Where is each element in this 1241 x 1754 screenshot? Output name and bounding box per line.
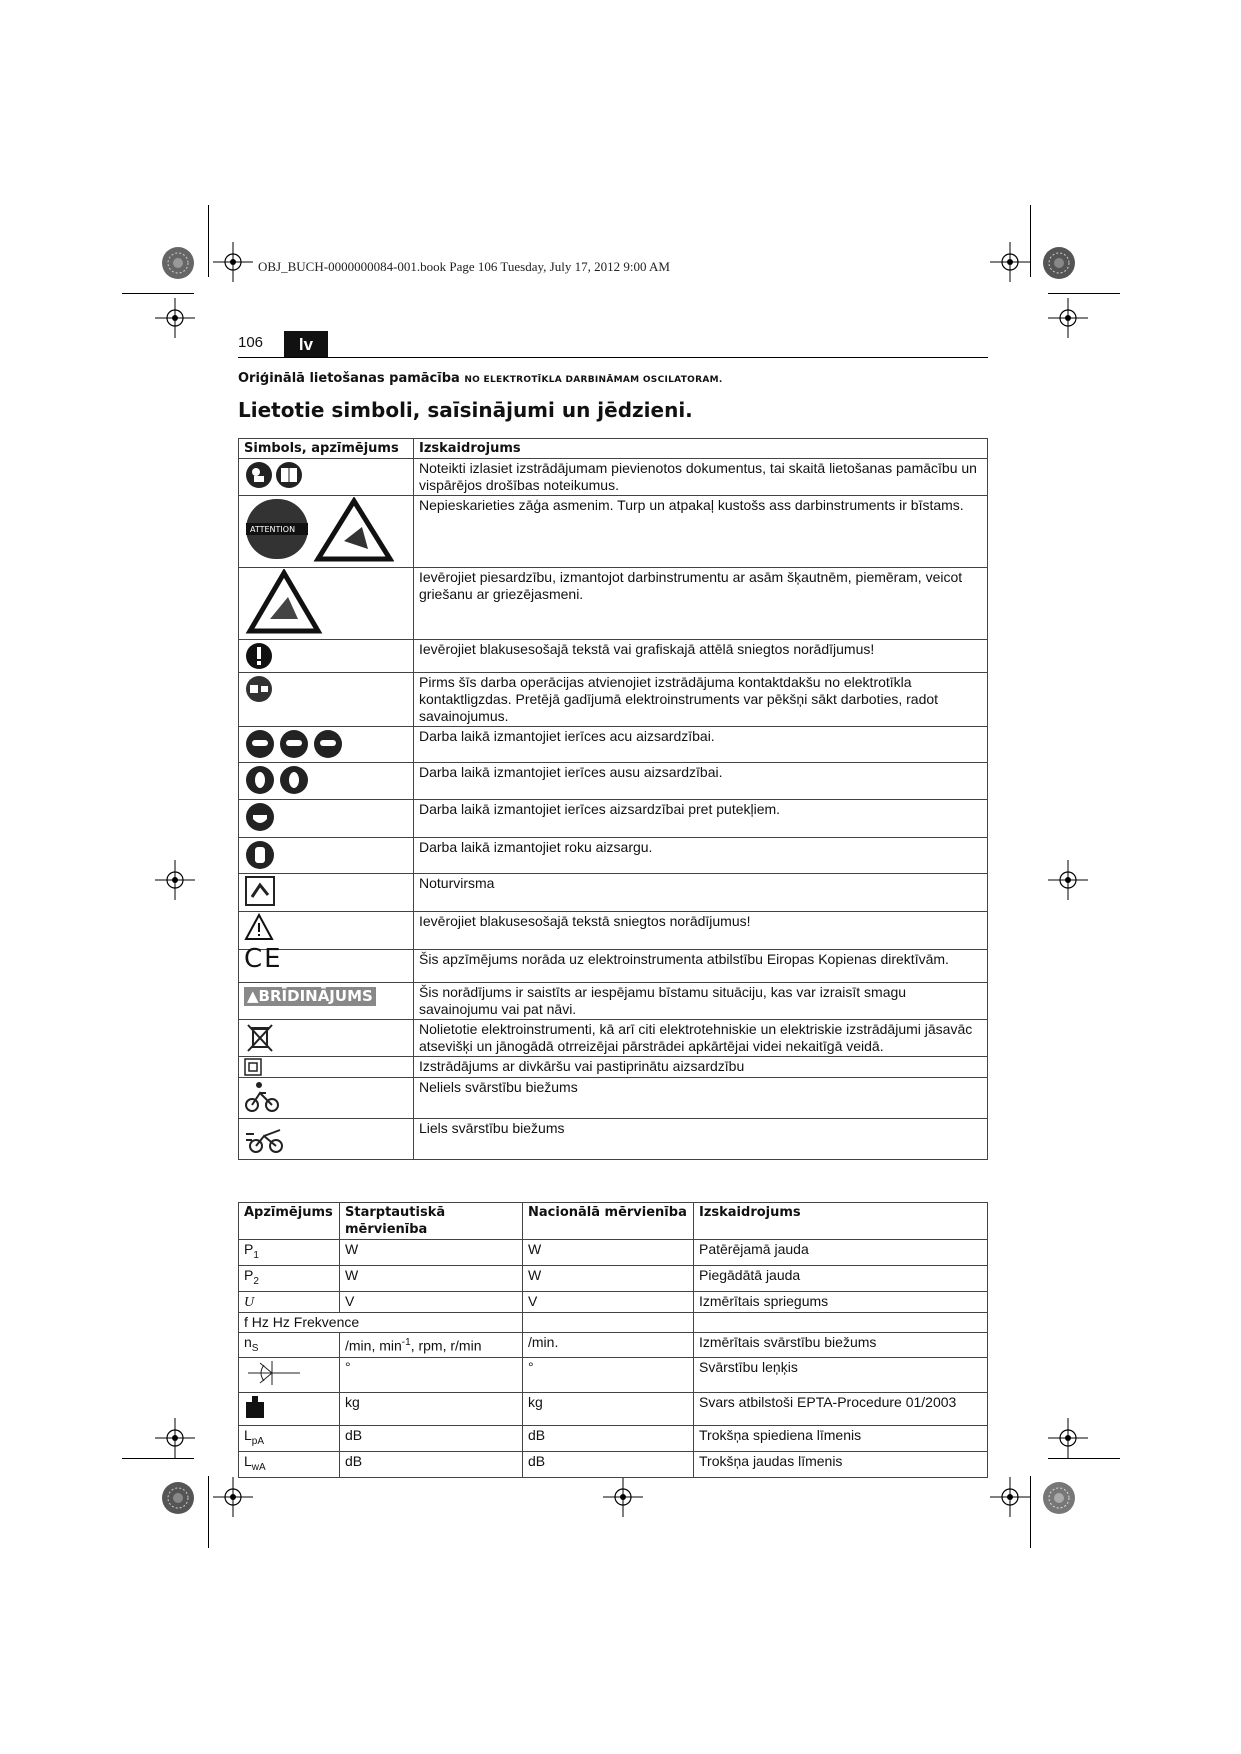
abbr-explanation: Svars atbilstoši EPTA-Procedure 01/2003 [694, 1393, 988, 1426]
warning-badge: ▲BRĪDINĀJUMS [244, 987, 376, 1006]
registration-mark-icon [155, 1418, 195, 1458]
page-number: 106 [238, 334, 264, 351]
header-intl-unit: Starptautiskā mērvienība [340, 1203, 523, 1240]
warning-triangle-icon [244, 913, 274, 941]
abbr-explanation: Trokšņa spiediena līmenis [694, 1426, 988, 1452]
abbr-subscript: S [251, 1342, 259, 1354]
header-symbol: Simbols, apzīmējums [239, 439, 414, 459]
registration-mark-icon [1048, 860, 1088, 900]
crop-line [208, 1476, 209, 1548]
abbr-symbol: n [244, 1333, 252, 1350]
intl-unit: W [340, 1240, 523, 1266]
national-unit: V [523, 1291, 694, 1312]
color-rosette-icon [1042, 246, 1076, 280]
table-row [239, 1119, 988, 1160]
abbr-symbol: U [244, 1294, 255, 1310]
registration-mark-icon [155, 298, 195, 338]
registration-mark-icon [603, 1477, 643, 1517]
eye-protection-icon [244, 728, 344, 760]
header-national-unit: Nacionālā mērvienība [523, 1203, 694, 1240]
header-abbreviation: Apzīmējums [239, 1203, 340, 1240]
explanation-cell: Noturvirsma [414, 874, 988, 912]
svg-text:ATTENTION: ATTENTION [250, 525, 296, 534]
crop-line [122, 293, 194, 294]
weight-icon [244, 1394, 266, 1420]
explanation-cell: Pirms šīs darba operācijas atvienojiet izstrādājuma kontaktdakšu no elektrotīkla kontaktligzdas. Pretējā gadījumā elektroinstruments var pēkšņi sākt darboties, radot savainojumus. [414, 673, 988, 727]
table-row [239, 874, 988, 912]
registration-mark-icon [1048, 298, 1088, 338]
table-row [239, 763, 988, 800]
explanation-cell: Darba laikā izmantojiet roku aizsargu. [414, 838, 988, 874]
national-unit: /min. [523, 1332, 694, 1358]
intl-unit: dB [340, 1426, 523, 1452]
table-row [239, 1291, 988, 1312]
registration-mark-icon [1048, 1418, 1088, 1458]
page-title: Lietotie simboli, saīsinājumi un jēdzieni. [238, 398, 693, 422]
explanation-cell: Nepieskarieties zāģa asmenim. Turp un atpakaļ kustošs ass darbinstruments ir bīstams. [414, 496, 988, 568]
crop-line [1030, 205, 1031, 277]
abbr-subscript: 1 [253, 1249, 259, 1261]
explanation-cell: Neliels svārstību biežums [414, 1078, 988, 1119]
symbols-table [238, 438, 988, 1160]
abbr-explanation: Trokšņa jaudas līmenis [694, 1452, 988, 1478]
ce-mark-icon: CE [244, 944, 283, 974]
abbr-subscript: 2 [253, 1275, 259, 1287]
abbr-symbol: L [244, 1453, 252, 1470]
table-header-row [239, 1203, 988, 1240]
table-row [239, 727, 988, 763]
explanation-cell: Šis apzīmējums norāda uz elektroinstrumenta atbilstību Eiropas Kopienas direktīvām. [414, 950, 988, 983]
abbr-subscript: wA [251, 1461, 266, 1473]
national-unit: W [523, 1265, 694, 1291]
intl-unit-pre: /min, min [345, 1337, 402, 1354]
national-unit: W [523, 1240, 694, 1266]
national-unit: dB [523, 1426, 694, 1452]
registration-mark-icon [213, 242, 253, 282]
table-row [239, 1265, 988, 1291]
table-row [239, 950, 988, 983]
abbr-symbol: P [244, 1266, 254, 1283]
explanation-cell: Nolietotie elektroinstrumenti, kā arī citi elektrotehniskie un elektriskie izstrādājumi jāsavāc atsevišķi un jānogādā otrreizējai pārstrādei apkārtējai videi nekaitīgā veidā. [414, 1020, 988, 1057]
header-explanation: Izskaidrojums [414, 439, 988, 459]
header-explanation: Izskaidrojums [694, 1203, 988, 1240]
table-row [239, 1312, 988, 1332]
registration-mark-icon [990, 1477, 1030, 1517]
table-row [239, 1240, 988, 1266]
intl-unit-sup: -1 [401, 1336, 411, 1348]
explanation-cell: Darba laikā izmantojiet ierīces ausu aizsardzībai. [414, 763, 988, 800]
registration-mark-icon [990, 242, 1030, 282]
units-table [238, 1202, 988, 1478]
abbr-explanation: Izmērītais svārstību biežums [694, 1332, 988, 1358]
sharp-edges-warning-icon [244, 569, 324, 635]
crop-line [1048, 293, 1120, 294]
explanation-cell: Izstrādājums ar divkāršu vai pastiprinātu aizsardzību [414, 1057, 988, 1078]
weee-bin-icon [244, 1021, 276, 1053]
slow-bicycle-icon [244, 1079, 280, 1115]
abbr-symbol: P [244, 1241, 254, 1257]
warning-badge-label: BRĪDINĀJUMS [258, 987, 373, 1005]
national-unit: kg [523, 1393, 694, 1426]
subtitle-caps: NO ELEKTROTĪKLA DARBINĀMAM OSCILATORAM. [464, 375, 723, 385]
grip-surface-icon [244, 875, 276, 907]
table-row [239, 640, 988, 673]
abbr-explanation: Izmērītais spriegums [694, 1291, 988, 1312]
table-header-row [239, 439, 988, 459]
table-row [239, 1358, 988, 1393]
registration-mark-icon [213, 1477, 253, 1517]
abbr-symbol: L [244, 1427, 252, 1444]
explanation-cell: Ievērojiet blakusesošajā tekstā vai grafiskajā attēlā sniegtos norādījumus! [414, 640, 988, 673]
attention-icon [244, 641, 274, 671]
intl-unit: V [340, 1291, 523, 1312]
explanation-cell: Šis norādījums ir saistīts ar iespējamu bīstamu situāciju, kas var izraisīt smagu savainojumu vai pat nāvi. [414, 983, 988, 1020]
table-row [239, 1332, 988, 1358]
table-row [239, 1078, 988, 1119]
read-manual-icon [244, 460, 306, 490]
table-row [239, 838, 988, 874]
oscillation-angle-icon [244, 1359, 304, 1387]
fast-bicycle-icon [244, 1120, 286, 1156]
table-row [239, 1020, 988, 1057]
crop-line [1048, 1458, 1120, 1459]
table-row [239, 1057, 988, 1078]
intl-unit: kg [340, 1393, 523, 1426]
explanation-cell: Darba laikā izmantojiet ierīces acu aizsardzībai. [414, 727, 988, 763]
saw-blade-attention-icon [244, 497, 394, 563]
color-rosette-icon [161, 1481, 195, 1515]
explanation-cell: Noteikti izlasiet izstrādājumam pievienotos dokumentus, tai skaitā lietošanas pamācību un vispārējos drošības noteikumus. [414, 459, 988, 496]
intl-unit: W [340, 1265, 523, 1291]
table-row [239, 1393, 988, 1426]
table-row [239, 459, 988, 496]
double-insulation-icon [244, 1058, 262, 1076]
abbr-explanation: Piegādātā jauda [694, 1265, 988, 1291]
explanation-cell: Ievērojiet piesardzību, izmantojot darbinstrumentu ar asām šķautnēm, piemēram, veicot griešanu ar griezējasmeni. [414, 568, 988, 640]
abbr-subscript: pA [251, 1436, 265, 1448]
crop-line [1030, 1476, 1031, 1548]
national-unit: dB [523, 1452, 694, 1478]
book-info-line: OBJ_BUCH-0000000084-001.book Page 106 Tuesday, July 17, 2012 9:00 AM [258, 259, 670, 274]
explanation-cell: Liels svārstību biežums [414, 1119, 988, 1160]
table-row [239, 673, 988, 727]
gloves-icon [244, 839, 276, 871]
explanation-cell: Ievērojiet blakusesošajā tekstā sniegtos norādījumus! [414, 912, 988, 950]
registration-mark-icon [155, 860, 195, 900]
table-row [239, 800, 988, 838]
document-subtitle [238, 371, 723, 386]
crop-line [208, 205, 209, 277]
national-unit: ° [523, 1358, 694, 1393]
table-row [239, 568, 988, 640]
merged-cell: f Hz Hz Frekvence [239, 1312, 523, 1332]
intl-unit-post: , rpm, r/min [410, 1337, 482, 1354]
language-tab: lv [284, 331, 328, 358]
table-row [239, 1426, 988, 1452]
header-rule [238, 357, 988, 358]
abbr-explanation: Svārstību leņķis [694, 1358, 988, 1393]
intl-unit: ° [340, 1358, 523, 1393]
ear-protection-icon [244, 764, 310, 796]
table-row [239, 496, 988, 568]
table-row [239, 912, 988, 950]
explanation-cell: Darba laikā izmantojiet ierīces aizsardzībai pret putekļiem. [414, 800, 988, 838]
color-rosette-icon [1042, 1481, 1076, 1515]
color-rosette-icon [161, 246, 195, 280]
intl-unit: dB [340, 1452, 523, 1478]
dust-mask-icon [244, 801, 276, 833]
unplug-icon [244, 674, 274, 704]
crop-line [122, 1458, 194, 1459]
table-row [239, 1452, 988, 1478]
table-row [239, 983, 988, 1020]
abbr-explanation: Patērējamā jauda [694, 1240, 988, 1266]
subtitle-main: Oriģinālā lietošanas pamācība [238, 371, 460, 386]
